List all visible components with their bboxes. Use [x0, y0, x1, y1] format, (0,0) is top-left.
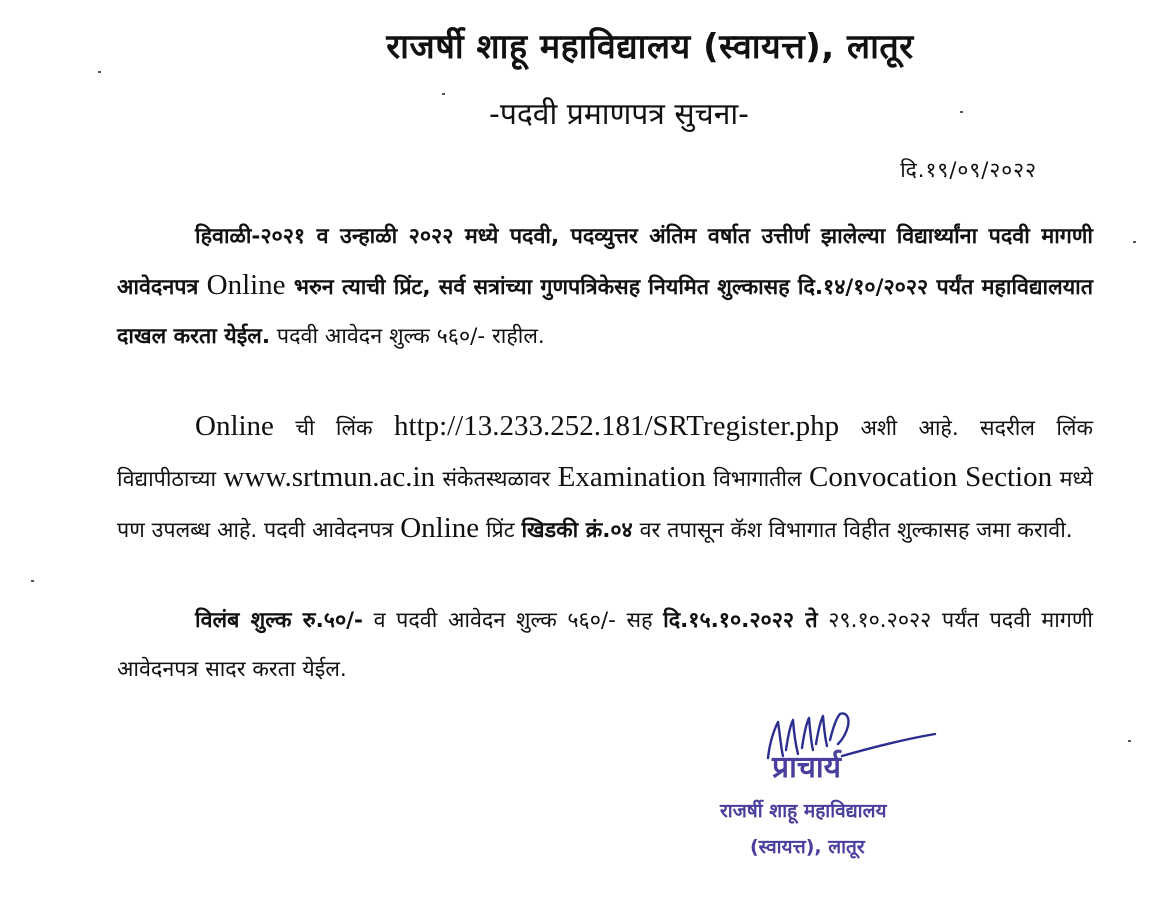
stamp-college-name: राजर्षी शाहू महाविद्यालय: [720, 800, 887, 822]
p2-examination: Examination: [557, 461, 706, 493]
p3-late-fee: विलंब शुल्क रु.५०/-: [195, 608, 363, 633]
p1-fee-text: पदवी आवेदन शुल्क ५६०/- राहील.: [270, 324, 545, 349]
college-title: राजर्षी शाहू महाविद्यालय (स्वायत्त), लातूर: [386, 27, 914, 67]
scan-speck: [98, 71, 101, 73]
p2-convocation: Convocation Section: [809, 461, 1053, 493]
university-website[interactable]: www.srtmun.ac.in: [223, 461, 436, 493]
scan-speck: [442, 93, 445, 95]
scan-speck: [1128, 740, 1131, 742]
p2-text4: विभागातील: [705, 467, 810, 492]
paragraph-1: [117, 212, 1093, 361]
notice-subtitle: -पदवी प्रमाणपत्र सुचना-: [489, 97, 749, 132]
p2-text6: प्रिंट: [479, 518, 522, 543]
p2-online: Online: [195, 410, 274, 442]
signature-block: [680, 700, 960, 880]
scan-speck: [31, 580, 34, 582]
registration-link[interactable]: http://13.233.252.181/SRTregister.php: [393, 410, 840, 442]
stamp-college-city: (स्वायत्त), लातूर: [750, 836, 865, 858]
scan-speck: [960, 111, 963, 113]
p1-online: Online: [206, 269, 286, 301]
p2-online2: Online: [400, 512, 480, 544]
paragraph-2: [117, 402, 1093, 555]
p2-text3: संकेतस्थळावर: [435, 467, 558, 492]
scan-speck: [1133, 241, 1136, 243]
notice-date: दि.१९/०९/२०२२: [900, 158, 1037, 182]
p3-text1: व पदवी आवेदन शुल्क ५६०/- सह: [362, 608, 664, 633]
p1-bold-part2: भरुन त्याची प्रिंट, सर्व सत्रांच्या गुणपत्रिकेसह नियमित शुल्कासह दि.१४/१०/२०२२ पर्यंत महाविद्यालयात दाखल करता येईल.: [117, 275, 1093, 349]
p2-text7: वर तपासून कॅश विभागात विहीत शुल्कासह जमा करावी.: [632, 518, 1073, 543]
p2-text1: ची लिंक: [273, 416, 394, 441]
p2-text5: मध्ये पण उपलब्ध आहे. पदवी आवेदनपत्र: [117, 467, 1093, 543]
principal-title: प्राचार्य: [772, 750, 842, 785]
p3-text2: २९.१०.२०२२ पर्यंत पदवी मागणी आवेदनपत्र सादर करता येईल.: [117, 608, 1094, 682]
p1-bold-part1: हिवाळी-२०२१ व उन्हाळी २०२२ मध्ये पदवी, पदव्युत्तर अंतिम वर्षात उत्तीर्ण झालेल्या विद्यार्थ्यांना पदवी मागणी आवेदनपत्र: [117, 224, 1093, 300]
p3-date-range: दि.१५.१०.२०२२ ते: [663, 608, 818, 633]
p2-window-number: खिडकी क्रं.०४: [521, 518, 633, 543]
p2-text2: अशी आहे. सदरील लिंक विद्यापीठाच्या: [117, 416, 1093, 492]
paragraph-3: [117, 596, 1093, 694]
